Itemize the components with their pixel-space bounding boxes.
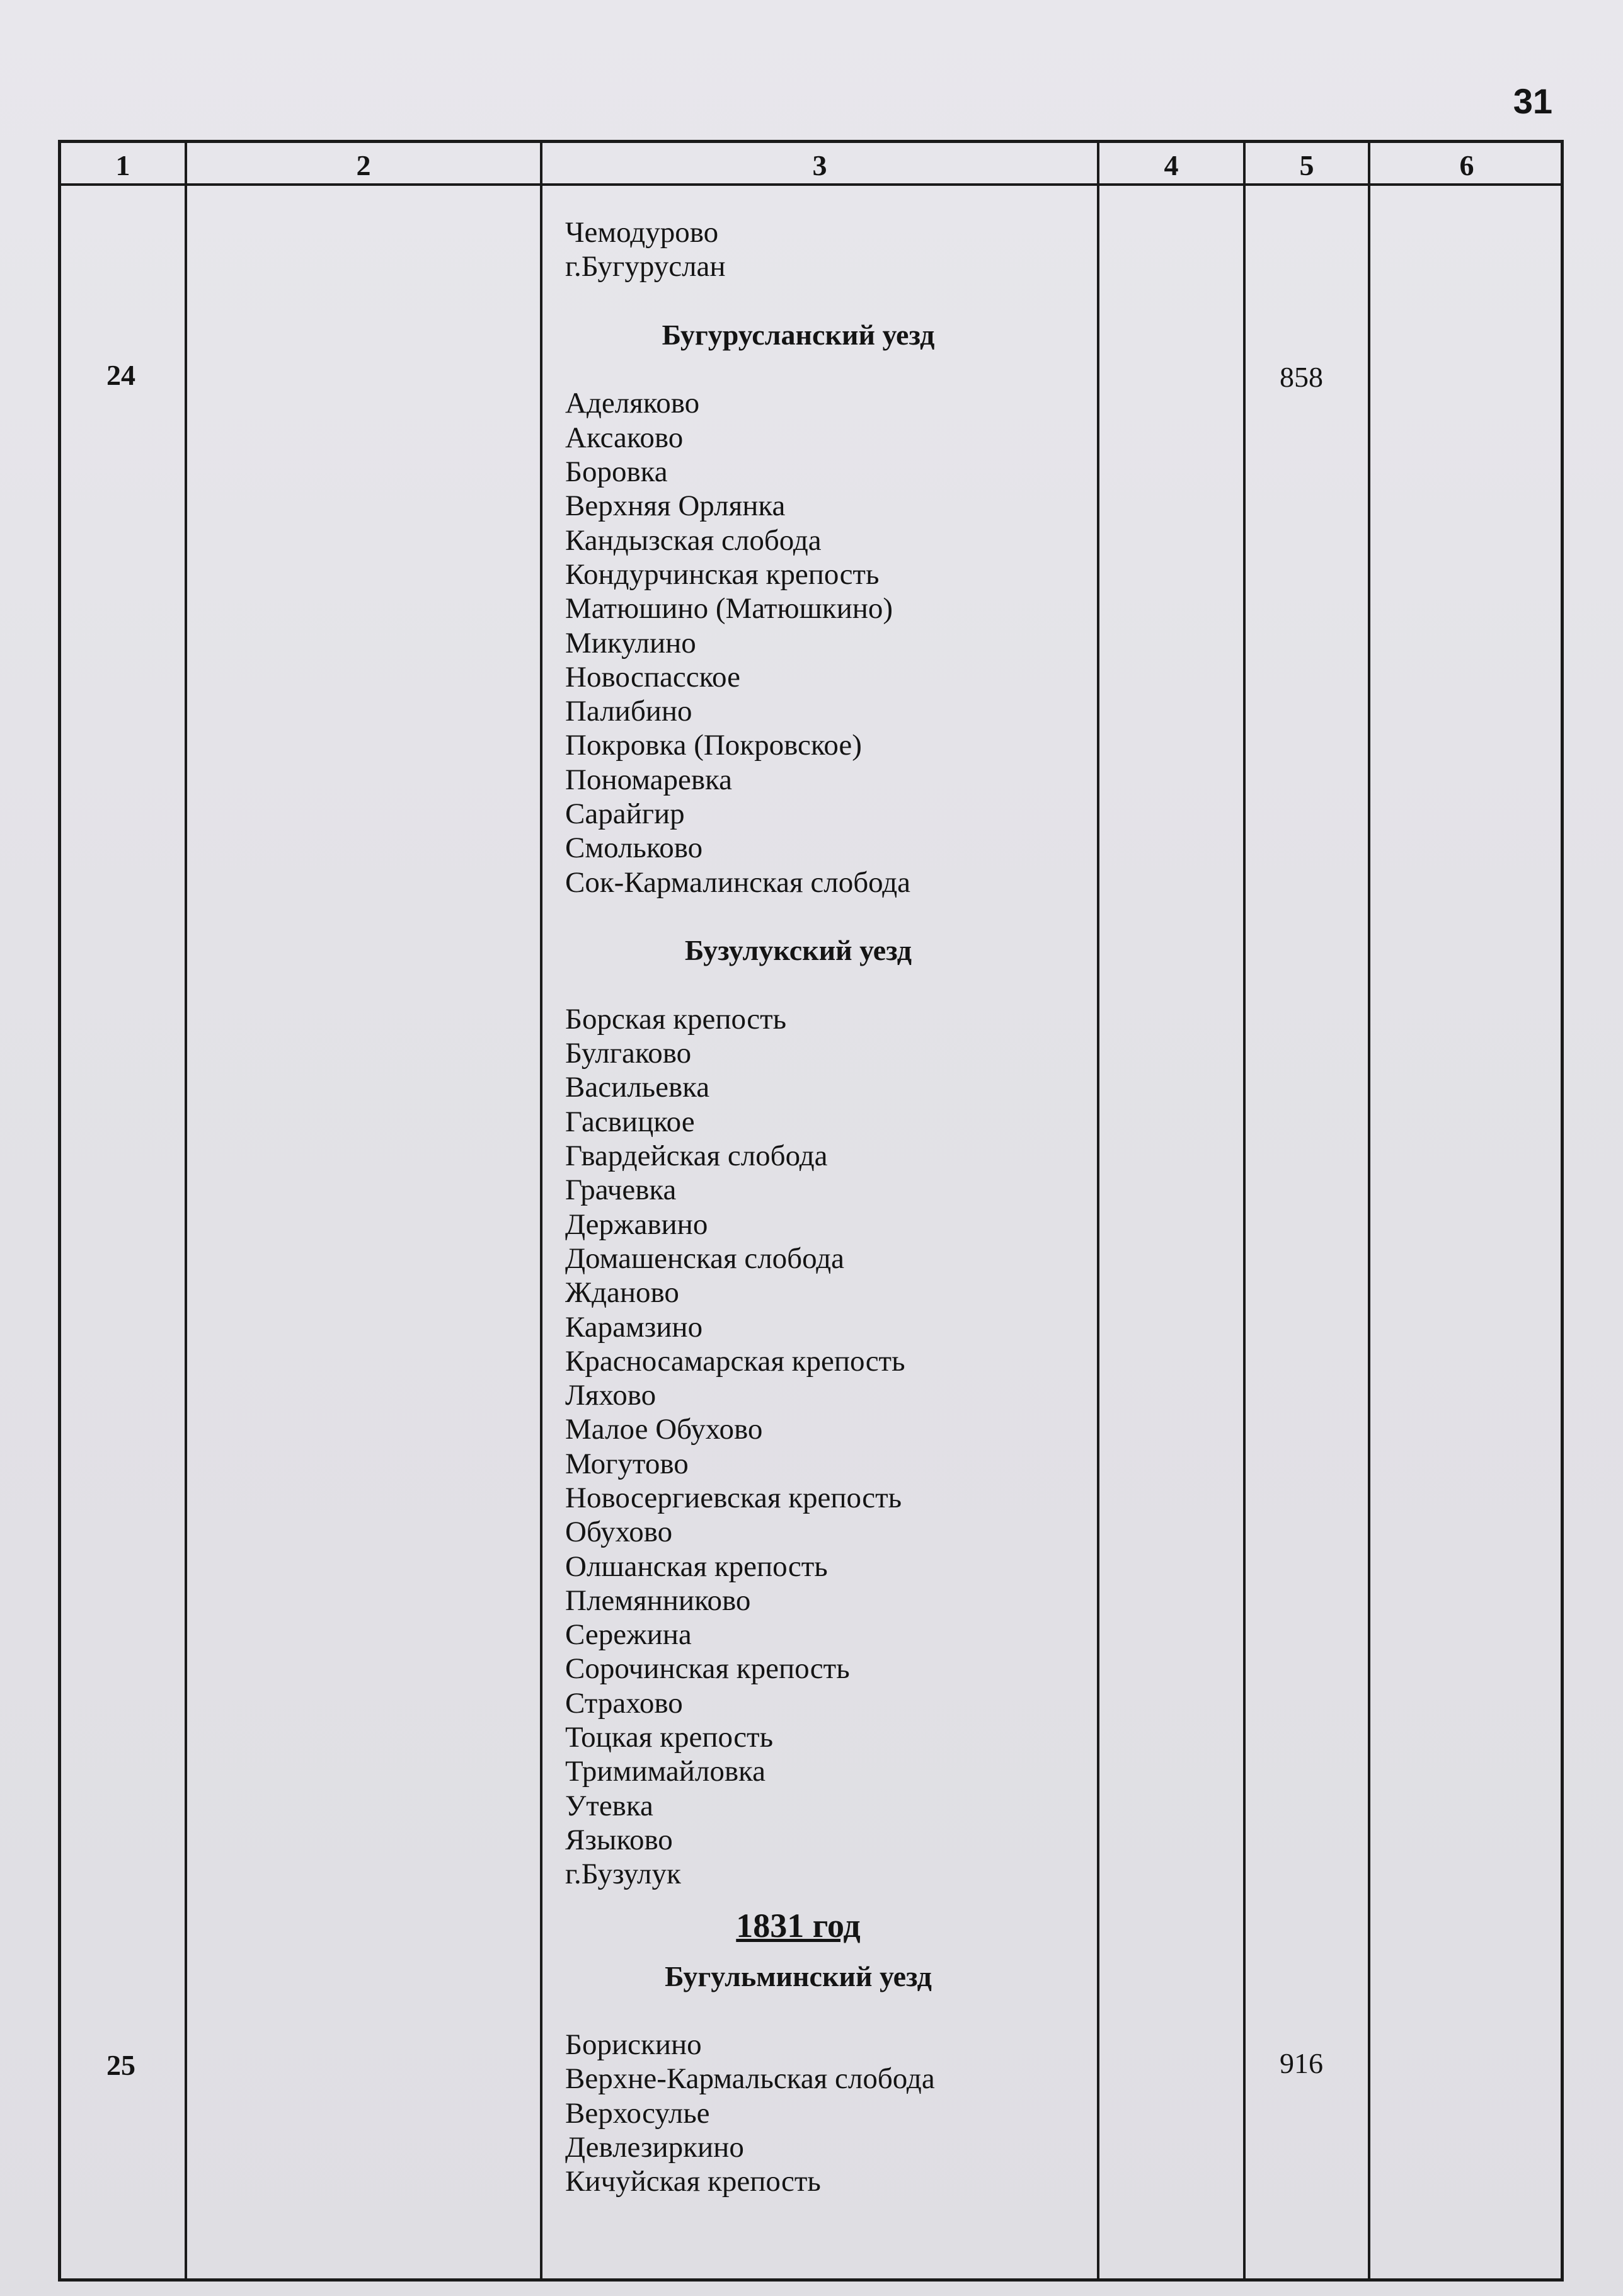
settlement-name: Малое Обухово [565,1413,763,1446]
settlement-name: Сарайгир [565,797,685,831]
settlement-name: Чемодурово [565,216,719,249]
settlement-name: Ляхово [565,1379,657,1412]
settlement-name: г.Бузулук [565,1858,681,1891]
row-count: 858 [1280,361,1323,393]
column-divider [1368,143,1370,2278]
header-col-4: 4 [1164,149,1179,181]
settlement-name: Кандызская слобода [565,523,822,557]
column-divider [540,143,542,2278]
row-count: 916 [1280,2047,1323,2079]
column-divider [185,143,187,2278]
settlement-name: Булгаково [565,1037,692,1070]
settlement-name: Верхняя Орлянка [565,489,786,523]
settlement-name: Аксаково [565,421,684,454]
settlement-name: Домашенская слобода [565,1242,845,1275]
settlement-name: Боровка [565,455,668,489]
settlement-name: Кондурчинская крепость [565,557,880,591]
settlement-name: Державино [565,1208,708,1241]
header-divider [61,183,1561,186]
settlement-name: Племянниково [565,1584,751,1617]
settlement-name: Олшанская крепость [565,1550,828,1583]
settlement-name: г.Бугуруслан [565,250,726,283]
settlement-name: Грачевка [565,1174,677,1207]
uezd-heading: Бузулукский уезд [684,934,912,967]
settlement-name: Покровка (Покровское) [565,729,862,762]
header-col-5: 5 [1299,149,1314,181]
settlement-name: Тримимайловка [565,1755,766,1788]
header-col-2: 2 [356,149,371,181]
settlement-name: Гвардейская слобода [565,1139,828,1173]
settlement-name: Верхосулье [565,2096,710,2130]
row-number: 25 [106,2049,135,2081]
settlement-name: Смольково [565,831,703,865]
settlement-name: Карамзино [565,1310,703,1344]
column-divider [1243,143,1246,2278]
settlement-name: Обухово [565,1516,673,1549]
settlement-name: Борискино [565,2028,702,2062]
settlement-name: Гасвицкое [565,1105,695,1138]
year-heading: 1831 год [736,1906,861,1945]
settlement-name: Палибино [565,695,692,728]
data-table [58,140,1564,2282]
settlement-name: Девлезиркино [565,2131,744,2164]
header-col-1: 1 [115,149,130,181]
settlement-name: Матюшино (Матюшкино) [565,592,893,625]
settlement-name: Сережина [565,1618,692,1652]
page-number: 31 [1513,81,1552,121]
settlement-name: Васильевка [565,1071,710,1104]
uezd-heading: Бугульминский уезд [665,1960,932,1992]
settlement-name: Кичуйская крепость [565,2165,821,2198]
settlement-name: Аделяково [565,387,700,420]
settlement-name: Борская крепость [565,1002,787,1036]
settlements-column [565,215,1132,2199]
settlement-name: Сорочинская крепость [565,1652,850,1686]
header-col-6: 6 [1459,149,1474,181]
settlement-name: Утевка [565,1789,653,1822]
uezd-heading: Бугурусланский уезд [662,318,935,351]
settlement-name: Красносамарская крепость [565,1344,905,1378]
settlement-name: Жданово [565,1276,679,1310]
settlement-name: Пономаревка [565,763,733,796]
settlement-name: Микулино [565,626,696,660]
settlement-name: Сок-Кармалинская слобода [565,865,911,899]
settlement-name: Языково [565,1823,673,1856]
settlement-name: Тоцкая крепость [565,1721,774,1754]
settlement-name: Могутово [565,1447,689,1480]
settlement-name: Страхово [565,1686,683,1720]
settlement-name: Новоспасское [565,660,740,694]
header-col-3: 3 [812,149,827,181]
settlement-name: Новосергиевская крепость [565,1481,902,1514]
row-number: 24 [106,359,135,391]
settlement-name: Верхне-Кармальская слобода [565,2062,935,2096]
